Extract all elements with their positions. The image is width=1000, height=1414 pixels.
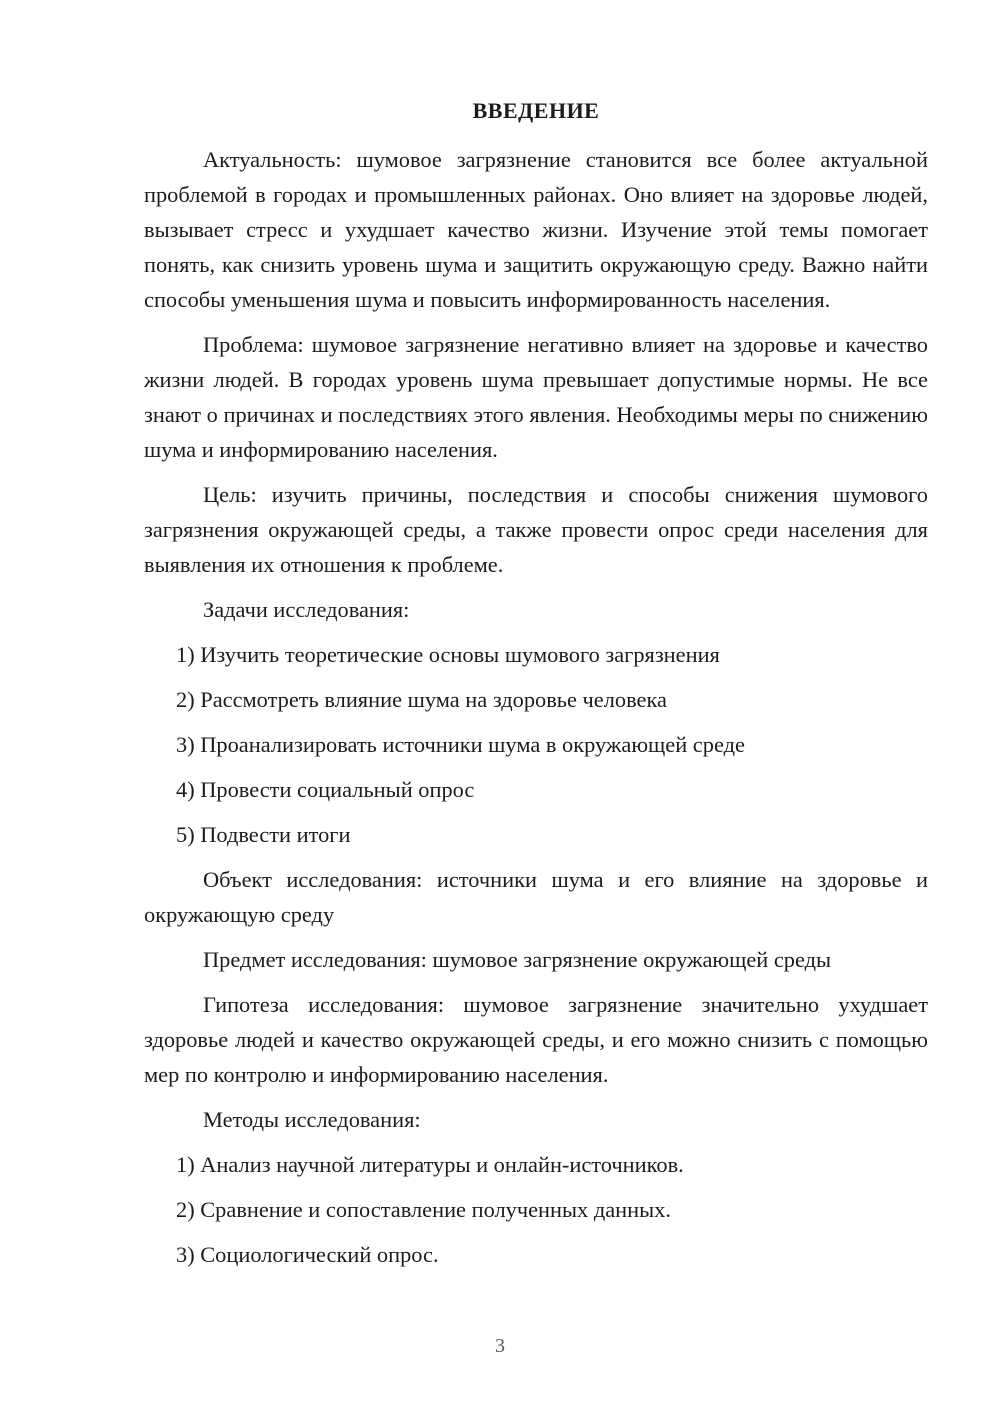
object-paragraph: Объект исследования: источники шума и его влияние на здоровье и окружающую среду bbox=[144, 867, 928, 927]
hypothesis-paragraph: Гипотеза исследования: шумовое загрязнение значительно ухудшает здоровье людей и качество окружающей среды, и его можно снизить с помощью мер по контролю и информированию населения. bbox=[144, 992, 928, 1087]
subject-paragraph: Предмет исследования: шумовое загрязнение окружающей среды bbox=[203, 947, 832, 972]
tasks-list bbox=[144, 637, 928, 852]
tasks-heading: Задачи исследования: bbox=[203, 597, 410, 622]
method-item: 3) Социологический опрос. bbox=[176, 1242, 439, 1267]
goal-paragraph: Цель: изучить причины, последствия и способы снижения шумового загрязнения окружающей среды, а также провести опрос среди населения для выявления их отношения к проблеме. bbox=[144, 482, 928, 577]
methods-heading: Методы исследования: bbox=[203, 1107, 421, 1132]
page-number: 3 bbox=[495, 1335, 505, 1357]
task-item: 1) Изучить теоретические основы шумового загрязнения bbox=[176, 642, 720, 667]
page-content bbox=[144, 96, 928, 1282]
task-item: 3) Проанализировать источники шума в окружающей среде bbox=[176, 732, 745, 757]
task-item: 2) Рассмотреть влияние шума на здоровье человека bbox=[176, 687, 667, 712]
methods-list bbox=[144, 1147, 928, 1272]
task-item: 4) Провести социальный опрос bbox=[176, 777, 475, 802]
method-item: 1) Анализ научной литературы и онлайн-источников. bbox=[176, 1152, 684, 1177]
page-title: ВВЕДЕНИЕ bbox=[472, 98, 600, 123]
task-item: 5) Подвести итоги bbox=[176, 822, 351, 847]
problem-paragraph: Проблема: шумовое загрязнение негативно влияет на здоровье и качество жизни людей. В городах уровень шума превышает допустимые нормы. Не все знают о причинах и последствиях этого явления. Необходимы меры по снижению шума и информированию населения. bbox=[144, 332, 928, 462]
method-item: 2) Сравнение и сопоставление полученных данных. bbox=[176, 1197, 671, 1222]
relevance-paragraph: Актуальность: шумовое загрязнение становится все более актуальной проблемой в городах и промышленных районах. Оно влияет на здоровье людей, вызывает стресс и ухудшает качество жизни. Изучение этой темы помогает понять, как снизить уровень шума и защитить окружающую среду. Важно найти способы уменьшения шума и повысить информированность населения. bbox=[144, 147, 928, 312]
